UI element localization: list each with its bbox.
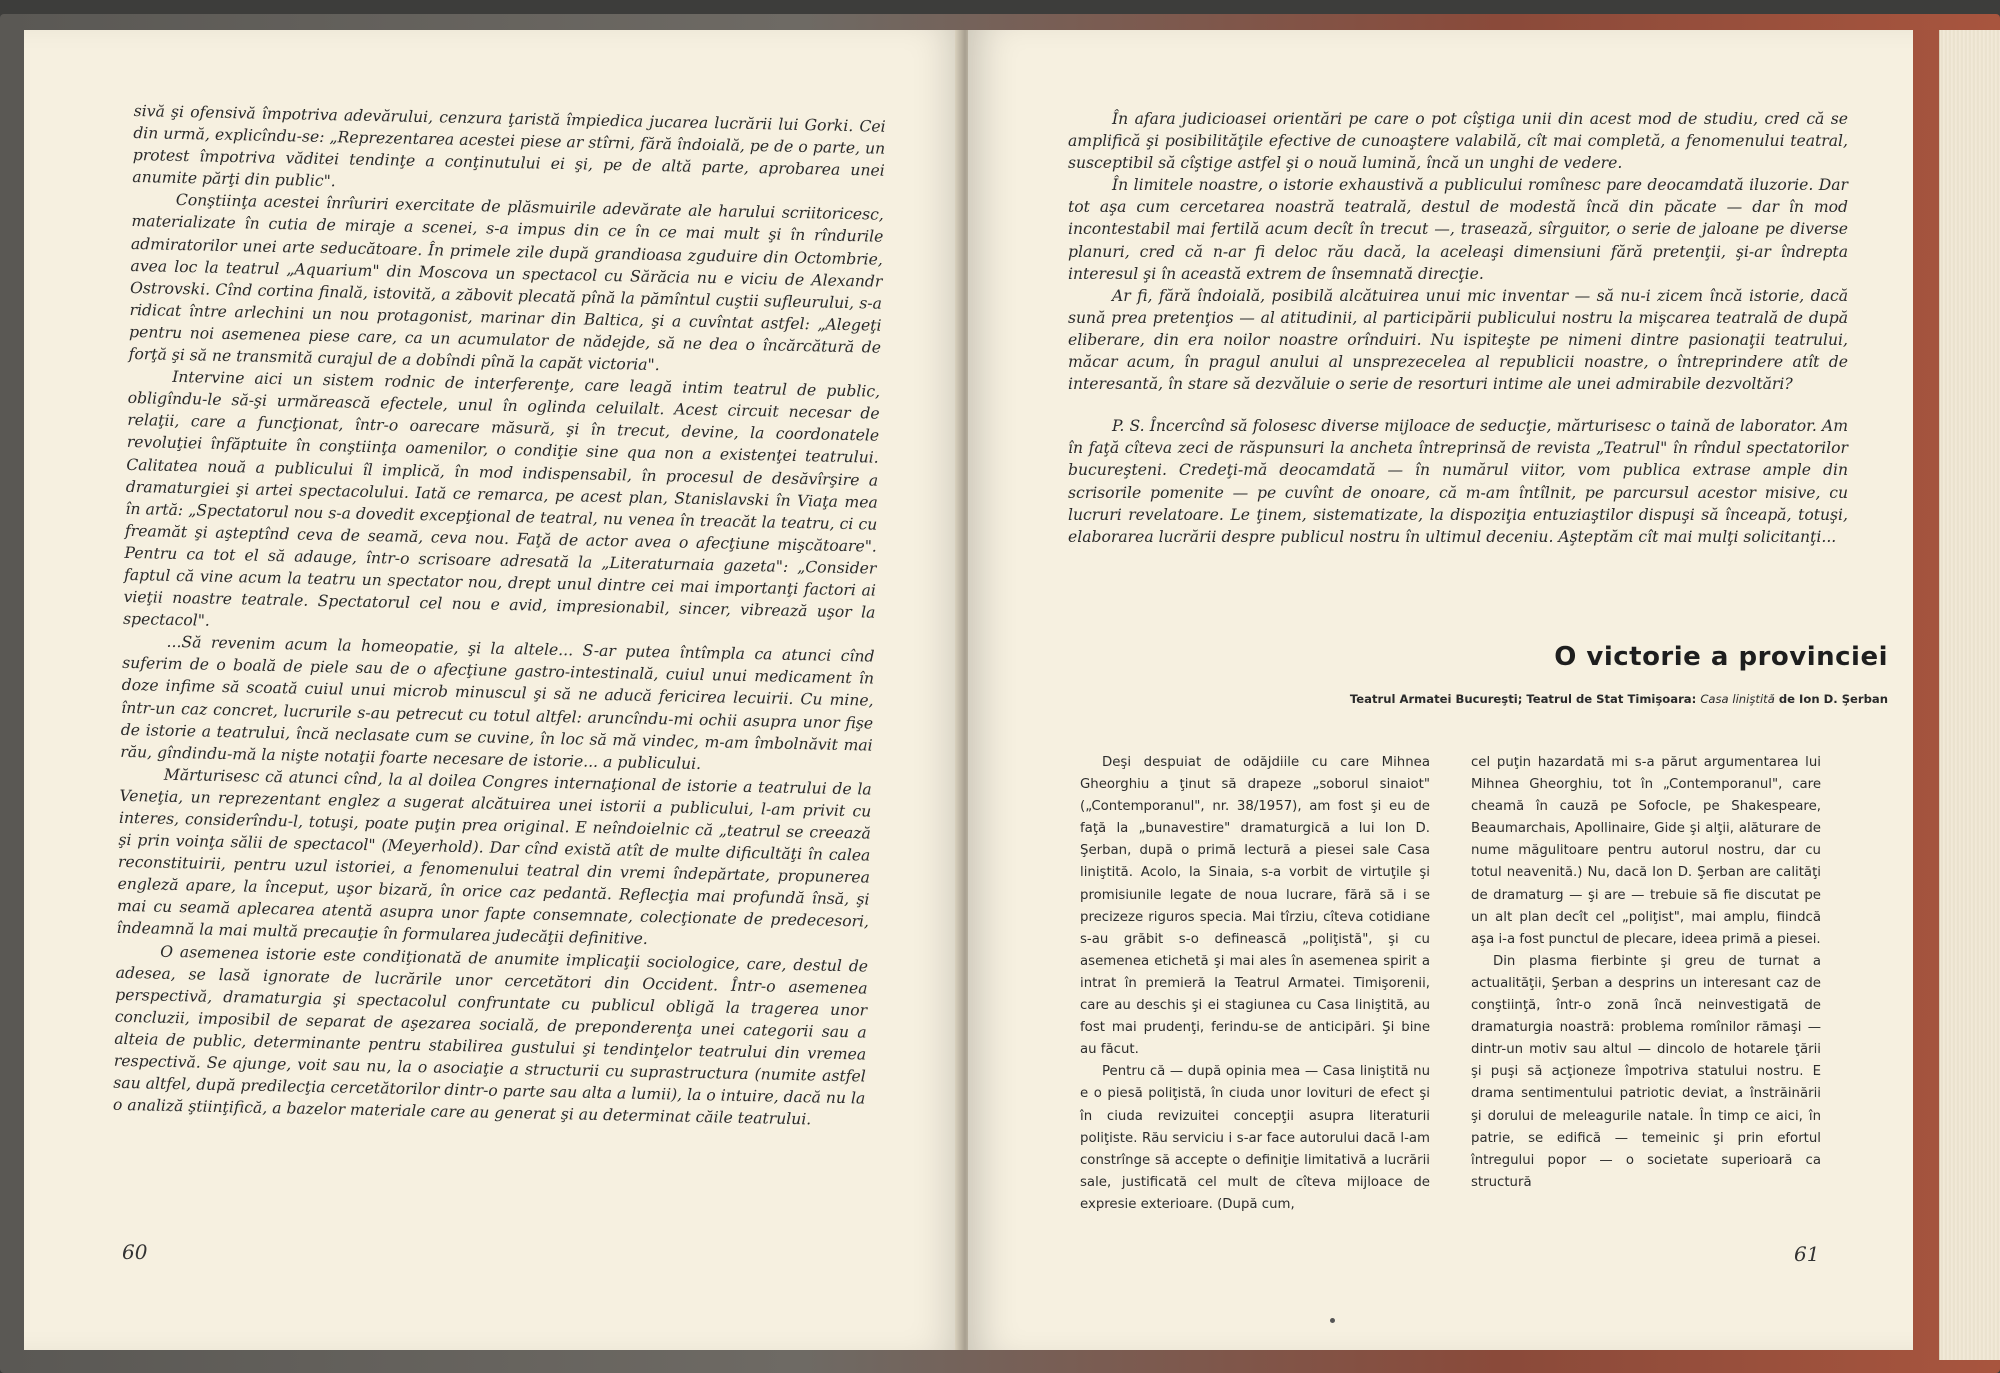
paragraph: Mărturisesc că atunci cînd, la al doilea Congres internaţional de istorie a teatrului de la Veneţia, un reprezentant englez a sugerat alcătuirea unei istorii a publicului, l-am privit cu interes, considerîndu-l, totuşi, poate puţin prea original. E neîndoielnic că „teatrul se creează şi prin voinţa sălii de spectacol" (Meyerhold). Dar cînd există atît de multe dificultăţi în calea reconstituirii, pentru uzul istoriei, a fenomenului teatral din vremi îndepărtate, propunerea engleză apare, la început, uşor bizară, în orice caz pedantă. Reflecţia mai profundă însă, şi mai cu seamă aplecarea atentă asupra unor fapte consemnate, colecţionate de predecesori, îndeamnă la mai multă precauţie în formularea judecăţii definitive. <box>116 765 872 949</box>
page-number: 60 <box>122 1240 148 1264</box>
binding-mark <box>1330 1318 1335 1323</box>
paragraph: cel puţin hazardată mi s-a părut argumentarea lui Mihnea Gheorghiu, tot în „Contemporanul", care cheamă în cauză pe Sofocle, pe Shakespeare, Beaumarchais, Apollinaire, Gide şi alţii, alăturare de nume măgulitoare pentru autorul nostru, dar cu totul neavenită.) Nu, dacă Ion D. Şerban are calităţi de dramaturg — şi are — trebuie să fie discutat pe un alt plan decît cel „poliţist", mai amplu, fiindcă aşa i-a fost punctul de plecare, ideea primă a piesei. <box>1471 755 1821 947</box>
paragraph: În limitele noastre, o istorie exhaustivă a publicului romînesc pare deocamdată iluzorie. Dar tot aşa cum cercetarea noastră teatrală, destul de modestă încă din păcate — dar în mod incontestabil mai fertilă acum decît în trecut —, trasează, sîrguitor, o serie de jaloane pe diverse planuri, cred că n-ar fi deloc rău dacă, la aceleaşi dimensiuni fără pretenţii, şi-ar îndrepta interesul şi în această extrem de însemnată direcţie. <box>1068 176 1848 283</box>
paragraph: ...Să revenim acum la homeopatie, şi la altele... S-ar putea întîmpla ca atunci cînd suferim de o boală de piele sau de o afecţiune gastro-intestinală, cuiul unui medicament în doze infime să scoată cuiul unui microb minuscul şi să ne aducă fericirea lecuirii. Cu mine, într-un caz concret, lucrurile s-au petrecut cu totul altfel: aruncîndu-mi ochii asupra unor fişe de istorie a teatrului, încă neclasate cum se cuvine, în loc să mă vindec, m-am îmbolnăvit mai rău, gîndindu-mă la nişte notaţii foarte necesare de istorie... a publicului. <box>120 633 875 773</box>
paragraph: Din plasma fierbinte şi greu de turnat a actualităţii, Şerban a desprins un interesant caz de conştiinţă, într-o zonă încă neinvestigată de dramaturgia noastră: problema romînilor rămaşi — dintr-un motiv sau altul — dincolo de hotarele ţării şi puşi să acţioneze împotriva statului nostru. E drama sentimentului patriotic deviat, a înstrăinării şi dorului de meleagurile natale. În timp ce aici, în patrie, se edifică — temeinic şi prin efortul întregului popor — o societate superioară ca structură <box>1471 953 1821 1190</box>
right-page-text <box>1068 108 1848 548</box>
postscript: P. S. Încercînd să folosesc diverse mijloace de seducţie, mărturisesc o taină de laborator. Am în faţă cîteva zeci de răspunsuri la ancheta întreprinsă de revista „Teatrul" în rîndul spectatorilor bucureşteni. Credeţi-mă deocamdată — în numărul viitor, vom publica extrase ample din scrisorile pomenite — pe cuvînt de onoare, că m-am întîlnit, pe parcursul acestor misive, cu lucruri revelatoare. Le ţinem, sistematizate, la dispoziţia entuziaştilor dispuşi să înceapă, totuşi, elaborarea lucrării despre publicul nostru în ultimul deceniu. Aşteptăm cît mai mulţi solicitanţi... <box>1068 417 1848 546</box>
article-column-1 <box>1080 752 1430 1216</box>
subtitle-author: de Ion D. Şerban <box>1778 692 1888 706</box>
page-edges <box>1939 30 2000 1360</box>
right-page <box>968 30 1913 1350</box>
left-page-text <box>113 100 886 1132</box>
paragraph: Conştiinţa acestei înrîuriri exercitate de plăsmuirile adevărate ale harului scriitoricesc, materializate în cutia de miraje a scenei, s-a impus din ce în ce mai mult şi în rîndurile admiratorilor unei arte seducătoare. În primele zile după grandioasa zguduire din Octombrie, avea loc la teatrul „Aquarium" din Moscova un spectacol cu Sărăcia nu e viciu de Alexandr Ostrovski. Cînd cortina finală, istovită, a zăbovit plecată pînă la pămîntul cuştii sufleurului, s-a ridicat între arlechini un nou protagonist, marinar din Baltica, şi a cuvîntat astfel: „Alegeţi pentru noi asemenea piese care, ca un acumulator de nădejde, să ne dea o încărcătură de forţă şi să ne transmită curajul de a dobîndi pînă la capăt victoria". <box>128 191 884 375</box>
paragraph: Intervine aici un sistem rodnic de interferenţe, care leagă intim teatrul de public, obligîndu-le să-şi urmărească efectele, unul în oglinda celuilalt. Acest circuit necesar de relaţii, care a funcţionat, într-o oarecare măsură, şi în trecut, devine, la coordonatele revoluţiei înfăptuite în conştiinţa oamenilor, o condiţie sine qua non a existenţei teatrului. Calitatea nouă a publicului îl implică, în mod indispensabil, în procesul de desăvîrşire a dramaturgiei şi artei spectacolului. Iată ce remarca, pe acest plan, Stanislavski în Viaţa mea în artă: „Spectatorul nou s-a dovedit excepţional de teatral, nu venea în treacăt la teatru, ci cu freamăt şi aşteptînd ceva de seamă, ceva nou. Faţă de actor avea o afecţiune mişcătoare". Pentru ca tot el să adauge, într-o scrisoare adresată la „Literaturnaia gazeta": „Consider faptul că vine acum la teatru un spectator nou, drept unul dintre cei mai importanţi factori ai vieţii noastre teatrale. Spectatorul cel nou e avid, impresionabil, sincer, vibrează uşor la spectacol". <box>122 367 881 630</box>
paragraph: Pentru că — după opinia mea — Casa liniştită nu e o piesă poliţistă, în ciuda unor lovituri de efect şi în ciuda revizuitei concepţii asupra literaturii poliţiste. Rău serviciu i s-ar face autorului dacă l-am constrînge să accepte o definiţie limitativă a lucrării sale, justificată cel mult de cîteva mijloace de expresie exterioare. (După cum, <box>1080 1064 1430 1212</box>
article-column-2 <box>1471 752 1821 1194</box>
paragraph: Ar fi, fără îndoială, posibilă alcătuirea unui mic inventar — să nu-i zicem încă istorie, dacă sună prea pretenţios — al atitudinii, al participării publicului nostru la mişcarea teatrală de după eliberare, din era noilor noastre orînduiri. Nu ispiteşte pe nimeni dintre pasionaţii teatrului, măcar acum, în pragul anului al unsprezecelea al republicii noastre, o întreprindere atît de interesantă, în stare să dezvăluie o serie de resorturi intime ale unei admirabile dezvoltări? <box>1068 286 1848 394</box>
paragraph: O asemenea istorie este condiţionată de anumite implicaţii sociologice, care, destul de adesea, se lasă ignorate de lucrările unor cercetători din Occident. Într-o asemenea perspectivă, dramaturgia şi spectacolul confruntate cu publicul obligă la tragerea unor concluzii, imposibil de separat de aşezarea socială, de preponderenţa unei categorii sau a alteia de public, determinante pentru stabilirea gustului şi tendinţelor teatrului din vremea respectivă. Se ajunge, voit sau nu, la o asociaţie a structurii cu suprastructura (numite astfel sau altfel, după predilecţia cercetătorilor dintr-o parte sau alta a lumii), la o intuire, dacă nu la o analiză ştiinţifică, a bazelor materiale care au generat şi au determinat căile teatrului. <box>112 942 869 1129</box>
left-page <box>24 30 962 1350</box>
paragraph: În afara judicioasei orientări pe care o pot cîştiga unii din acest mod de studiu, cred că se amplifică şi posibilităţile efective de cunoaştere valabilă, cît mai completă, a fenomenului teatral, susceptibil să cîştige astfel şi o nouă lumină, încă un unghi de vedere. <box>1068 110 1848 173</box>
subtitle-play: Casa liniştită <box>1700 692 1775 706</box>
article-title: O victorie a provinciei <box>1554 642 1888 672</box>
page-number: 61 <box>1794 1242 1820 1266</box>
paragraph: sivă şi ofensivă împotriva adevărului, cenzura ţaristă împiedica jucarea lucrării lui Gorki. Cei din urmă, explicîndu-se: „Reprezentarea acestei piese ar stîrni, fără îndoială, pe de o parte, un protest împotriva văditei tendinţe a conţinutului ei şi, pe de altă parte, aprobarea unei anumite părţi din public". <box>132 101 886 191</box>
subtitle-theatres: Teatrul Armatei Bucureşti; Teatrul de Stat Timişoara: <box>1349 692 1697 706</box>
paragraph: Deşi despuiat de odăjdiile cu care Mihnea Gheorghiu a ţinut să drapeze „soborul sinaiot" („Contemporanul", nr. 38/1957), am fost şi eu de faţă la „bunavestire" dramaturgică a lui Ion D. Şerban, după o primă lectură a piesei sale Casa liniştită. Acolo, la Sinaia, s-a vorbit de virtuţile şi promisiunile legate de noua lucrare, fără să i se precizeze riguros specia. Mai tîrziu, cîteva cotidiane s-au grăbit s-o definească „poliţistă", şi cu asemenea etichetă şi mai ales în asemenea spirit a intrat în premieră la Teatrul Armatei. Timişorenii, care au deschis şi ei stagiunea cu Casa liniştită, au fost mai prudenţi, ferindu-se de anticipări. Şi bine au făcut. <box>1080 755 1430 1058</box>
article-subtitle <box>1088 692 1888 706</box>
